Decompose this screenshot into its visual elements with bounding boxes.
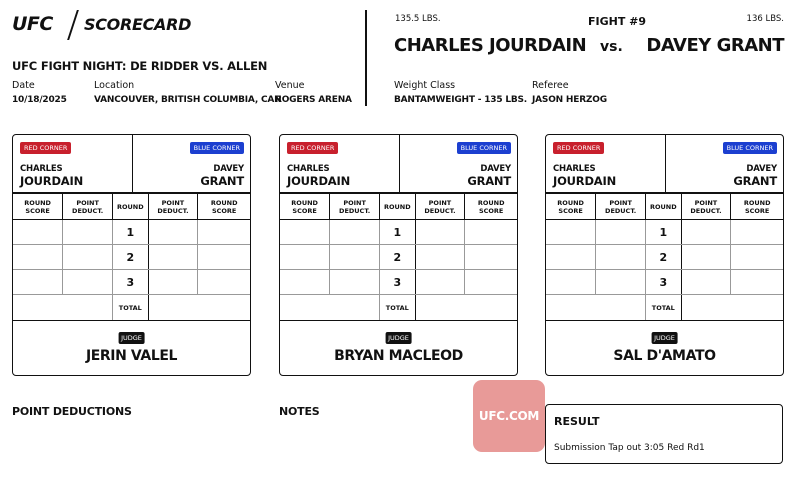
- red-point-deduct-header: POINT DEDUCT.: [330, 194, 380, 220]
- card-blue-fighter: DAVEY GRANT: [733, 164, 777, 188]
- score-grid: [13, 193, 250, 321]
- judge-badge: JUDGE: [385, 332, 412, 344]
- blue-deduct-cell: [415, 245, 465, 270]
- blue-deduct-cell: [148, 270, 198, 295]
- card-fighters: [13, 135, 250, 193]
- result-text: Submission Tap out 3:05 Red Rd1: [554, 443, 705, 453]
- total-row: [546, 295, 783, 321]
- card-red-fighter: CHARLES JOURDAIN: [553, 164, 616, 188]
- round-number: 3: [646, 270, 682, 295]
- vs-label: vs.: [600, 39, 623, 55]
- round-number: 2: [380, 245, 416, 270]
- blue-round-score-header: ROUND SCORE: [731, 194, 783, 220]
- judge-name: SAL D'AMATO: [613, 348, 716, 364]
- round-number: 2: [113, 245, 149, 270]
- blue-score-cell: [198, 245, 250, 270]
- round-number: 1: [380, 220, 416, 245]
- red-score-cell: [280, 245, 330, 270]
- referee-label: Referee: [532, 80, 569, 91]
- blue-point-deduct-header: POINT DEDUCT.: [148, 194, 198, 220]
- location-label: Location: [94, 80, 135, 91]
- round-row: [546, 245, 783, 270]
- round-row: [546, 220, 783, 245]
- red-corner-badge: RED CORNER: [287, 142, 338, 154]
- card-blue-fighter: DAVEY GRANT: [200, 164, 244, 188]
- red-score-cell: [546, 220, 596, 245]
- red-score-cell: [280, 220, 330, 245]
- blue-total-cell: [415, 295, 517, 321]
- card-blue-fighter: DAVEY GRANT: [467, 164, 511, 188]
- blue-fighter-name: DAVEY GRANT: [646, 35, 784, 56]
- total-row: [280, 295, 517, 321]
- round-number: 3: [113, 270, 149, 295]
- red-total-cell: [280, 295, 380, 321]
- judge-name: JERIN VALEL: [85, 348, 178, 364]
- red-round-score-header: ROUND SCORE: [13, 194, 63, 220]
- judge-scorecard-1: [12, 134, 251, 376]
- blue-round-score-header: ROUND SCORE: [465, 194, 517, 220]
- red-deduct-cell: [596, 245, 646, 270]
- round-header: ROUND: [380, 194, 416, 220]
- score-grid: [546, 193, 783, 321]
- red-round-score-header: ROUND SCORE: [280, 194, 330, 220]
- weight-class-label: Weight Class: [394, 80, 456, 91]
- round-number: 1: [646, 220, 682, 245]
- red-corner-badge: RED CORNER: [553, 142, 604, 154]
- card-fighters: [546, 135, 783, 193]
- judge-badge: JUDGE: [118, 332, 145, 344]
- blue-point-deduct-header: POINT DEDUCT.: [681, 194, 731, 220]
- blue-score-cell: [465, 220, 517, 245]
- round-row: [280, 270, 517, 295]
- blue-total-cell: [681, 295, 783, 321]
- blue-corner-badge: BLUE CORNER: [723, 142, 777, 154]
- blue-weight: 136 LBS.: [746, 14, 784, 24]
- referee-value: JASON HERZOG: [532, 95, 607, 105]
- blue-score-cell: [198, 270, 250, 295]
- red-total-cell: [546, 295, 646, 321]
- blue-deduct-cell: [681, 245, 731, 270]
- blue-score-cell: [465, 245, 517, 270]
- judge-badge: JUDGE: [651, 332, 678, 344]
- red-deduct-cell: [330, 220, 380, 245]
- round-row: [546, 270, 783, 295]
- red-deduct-cell: [596, 220, 646, 245]
- weight-class-value: BANTAMWEIGHT - 135 LBS.: [394, 95, 528, 105]
- header-divider: [365, 10, 367, 106]
- score-grid-header: [546, 194, 783, 220]
- location-value: VANCOUVER, BRITISH COLUMBIA, CAN: [94, 95, 282, 105]
- red-deduct-cell: [63, 270, 113, 295]
- round-header: ROUND: [113, 194, 149, 220]
- total-label: TOTAL: [380, 295, 416, 321]
- ufc-logo: UFC: [12, 13, 53, 35]
- round-number: 2: [646, 245, 682, 270]
- red-corner-badge: RED CORNER: [20, 142, 71, 154]
- blue-score-cell: [198, 220, 250, 245]
- venue-label: Venue: [275, 80, 305, 91]
- round-number: 1: [113, 220, 149, 245]
- red-score-cell: [546, 270, 596, 295]
- round-row: [13, 220, 250, 245]
- blue-score-cell: [465, 270, 517, 295]
- red-round-score-header: ROUND SCORE: [546, 194, 596, 220]
- blue-score-cell: [731, 220, 783, 245]
- blue-round-score-header: ROUND SCORE: [198, 194, 250, 220]
- red-point-deduct-header: POINT DEDUCT.: [596, 194, 646, 220]
- blue-corner-badge: BLUE CORNER: [457, 142, 511, 154]
- score-grid-header: [13, 194, 250, 220]
- point-deductions-label: POINT DEDUCTIONS: [12, 405, 132, 418]
- ufc-com-watermark: UFC.COM: [473, 380, 545, 452]
- date-label: Date: [12, 80, 35, 91]
- judge-scorecard-3: [545, 134, 784, 376]
- red-deduct-cell: [330, 270, 380, 295]
- total-label: TOTAL: [113, 295, 149, 321]
- date-value: 10/18/2025: [12, 95, 67, 105]
- red-score-cell: [13, 245, 63, 270]
- total-label: TOTAL: [646, 295, 682, 321]
- red-score-cell: [280, 270, 330, 295]
- event-title: UFC FIGHT NIGHT: DE RIDDER VS. ALLEN: [12, 59, 268, 73]
- card-fighters: [280, 135, 517, 193]
- total-row: [13, 295, 250, 321]
- blue-deduct-cell: [415, 220, 465, 245]
- red-deduct-cell: [63, 220, 113, 245]
- blue-deduct-cell: [148, 245, 198, 270]
- blue-score-cell: [731, 270, 783, 295]
- round-row: [280, 245, 517, 270]
- venue-value: ROGERS ARENA: [275, 95, 352, 105]
- scorecard-title: SCORECARD: [84, 15, 192, 34]
- red-weight: 135.5 LBS.: [395, 14, 441, 24]
- logo-divider: [67, 10, 79, 40]
- score-grid-header: [280, 194, 517, 220]
- red-deduct-cell: [330, 245, 380, 270]
- blue-deduct-cell: [681, 270, 731, 295]
- judge-scorecard-2: [279, 134, 518, 376]
- red-deduct-cell: [596, 270, 646, 295]
- round-header: ROUND: [646, 194, 682, 220]
- blue-corner-badge: BLUE CORNER: [190, 142, 244, 154]
- round-row: [13, 270, 250, 295]
- red-score-cell: [13, 220, 63, 245]
- result-box: [545, 404, 783, 464]
- blue-deduct-cell: [148, 220, 198, 245]
- card-red-fighter: CHARLES JOURDAIN: [20, 164, 83, 188]
- red-point-deduct-header: POINT DEDUCT.: [63, 194, 113, 220]
- red-score-cell: [546, 245, 596, 270]
- red-total-cell: [13, 295, 113, 321]
- red-deduct-cell: [63, 245, 113, 270]
- result-label: RESULT: [554, 415, 600, 428]
- fight-number: FIGHT #9: [588, 15, 647, 28]
- red-score-cell: [13, 270, 63, 295]
- round-number: 3: [380, 270, 416, 295]
- blue-score-cell: [731, 245, 783, 270]
- round-row: [13, 245, 250, 270]
- notes-label: NOTES: [279, 405, 320, 418]
- judge-name: BRYAN MACLEOD: [334, 348, 463, 364]
- round-row: [280, 220, 517, 245]
- red-fighter-name: CHARLES JOURDAIN: [394, 35, 587, 56]
- blue-deduct-cell: [681, 220, 731, 245]
- blue-deduct-cell: [415, 270, 465, 295]
- card-red-fighter: CHARLES JOURDAIN: [287, 164, 350, 188]
- blue-total-cell: [148, 295, 250, 321]
- score-grid: [280, 193, 517, 321]
- blue-point-deduct-header: POINT DEDUCT.: [415, 194, 465, 220]
